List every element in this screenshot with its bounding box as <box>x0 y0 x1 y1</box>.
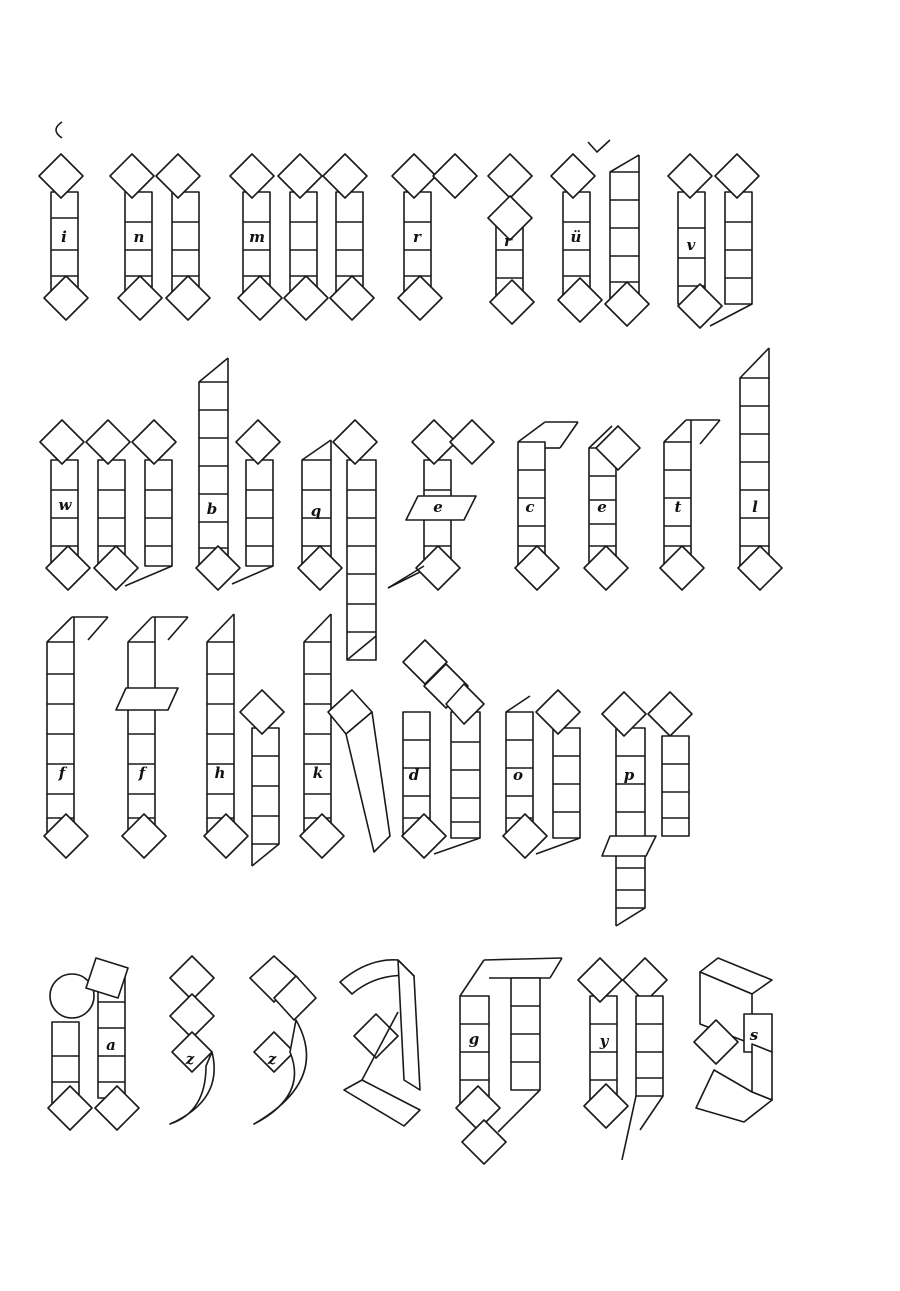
glyph-a <box>48 958 139 1130</box>
glyph-long-s <box>44 617 108 858</box>
glyph-q <box>298 420 377 660</box>
glyph-label: m <box>249 228 265 246</box>
glyph-label: a <box>106 1036 116 1054</box>
glyph-i <box>39 122 88 320</box>
glyph-label: q <box>310 502 322 520</box>
glyph-z-alt <box>250 956 316 1124</box>
glyph-label: z <box>185 1050 195 1068</box>
glyph-label: r <box>504 232 512 250</box>
glyph-label: d <box>408 766 420 784</box>
glyph-e <box>584 426 640 590</box>
glyph-e-crossbar <box>388 420 494 590</box>
glyph-label: o <box>512 766 524 784</box>
glyph-label: i <box>61 228 67 246</box>
glyph-label: e <box>433 498 443 516</box>
glyph-u-umlaut <box>551 140 649 326</box>
glyph-label: c <box>525 498 535 516</box>
glyph-label: k <box>312 764 324 782</box>
glyph-h <box>204 614 284 866</box>
glyph-label: r <box>413 228 421 246</box>
glyph-label: y <box>599 1032 609 1050</box>
glyph-m <box>230 154 374 320</box>
glyph-label: n <box>133 228 145 246</box>
glyph-label: t <box>674 498 682 516</box>
glyph-s <box>694 958 772 1122</box>
glyph-label: v <box>686 236 696 254</box>
glyph-b <box>196 358 280 590</box>
glyph-label: f <box>58 764 66 782</box>
glyph-r-round <box>488 154 534 324</box>
glyph-n <box>110 154 210 320</box>
glyph-d <box>402 640 484 858</box>
glyph-label: h <box>214 764 226 782</box>
glyph-label: p <box>623 766 635 784</box>
glyph-label: e <box>597 498 607 516</box>
glyph-c <box>515 422 578 590</box>
glyph-label: f <box>138 764 146 782</box>
glyph-label: ü <box>570 228 582 246</box>
glyph-l <box>738 348 782 590</box>
glyph-v <box>668 154 759 328</box>
glyph-label: s <box>749 1026 759 1044</box>
glyph-label: w <box>58 496 72 514</box>
glyph-label: g <box>468 1030 480 1048</box>
glyph-label: b <box>206 500 218 518</box>
glyph-g <box>456 958 562 1164</box>
glyph-z-form <box>340 960 420 1126</box>
glyph-r <box>392 154 477 320</box>
glyph-o <box>503 690 580 858</box>
glyph-label: l <box>752 498 758 516</box>
glyph-y <box>578 958 667 1160</box>
glyph-w <box>40 420 176 590</box>
glyph-t <box>660 420 720 590</box>
glyph-p <box>602 692 692 926</box>
glyph-label: z <box>267 1050 277 1068</box>
glyph-f <box>116 617 188 858</box>
glyph-z <box>170 956 214 1124</box>
